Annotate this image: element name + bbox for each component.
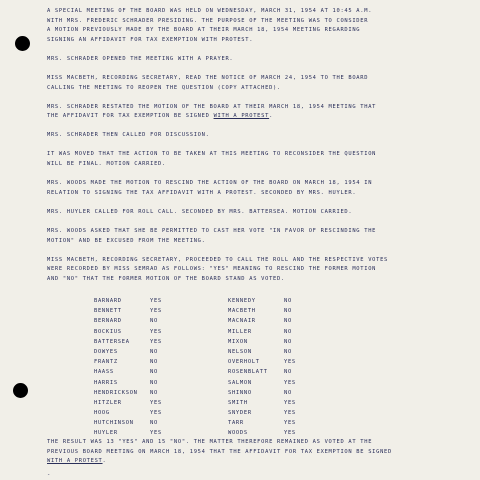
member-vote: YES [284,359,296,366]
member-name: OVERHOLT [228,359,260,366]
member-name: MACNAIR [228,318,256,325]
member-name: BATTERSEA [94,338,130,345]
text-line: THE RESULT WAS 13 "YES" AND 15 "NO". THE MATTER THEREFORE REMAINED AS VOTED AT THE [47,439,373,445]
vote-row [94,316,162,326]
text-line [47,112,459,122]
member-name: HAASS [94,369,114,376]
vote-row [228,316,296,326]
member-name: MACBETH [228,308,256,315]
text-line: CALLING THE MEETING TO REOPEN THE QUESTION (COPY ATTACHED). [47,84,281,91]
text-line: MRS. SCHRADER OPENED THE MEETING WITH A PRAYER. [47,55,234,62]
vote-row [94,408,162,418]
paragraph-final-motion [47,150,459,169]
member-name: HUTCHINSON [94,420,134,427]
paragraph-rescind-motion [47,179,459,198]
paragraph-meeting-intro [47,7,459,45]
member-vote: YES [150,328,162,335]
member-name: HENDRICKSON [94,389,138,396]
member-name: TARR [228,420,244,427]
member-name: BENNETT [94,308,122,315]
text-line: MRS. SCHRADER THEN CALLED FOR DISCUSSION. [47,132,210,139]
text-fragment: . [102,458,107,465]
text-fragment: THE AFFIDAVIT FOR TAX EXEMPTION BE SIGNED [47,113,214,120]
member-name: WOODS [228,430,248,437]
paragraph-result [47,438,459,467]
vote-row [228,296,296,306]
member-name: KENNEDY [228,298,256,304]
member-name: MIXON [228,338,248,345]
member-name: MILLER [228,328,252,335]
member-vote: NO [150,359,158,366]
paragraph-restated-motion [47,103,459,122]
member-vote: YES [150,338,162,345]
text-line: WILL BE FINAL. MOTION CARRIED. [47,161,166,168]
member-name: DOWYES [94,348,118,355]
member-vote: NO [150,369,158,376]
text-line: MRS. WOODS MADE THE MOTION TO RESCIND THE ACTION OF THE BOARD ON MARCH 18, 1954 IN [47,180,373,187]
text-line: MRS. SCHRADER RESTATED THE MOTION OF THE BOARD AT THEIR MARCH 18, 1954 MEETING THAT [47,103,377,110]
vote-row [94,418,162,428]
member-vote: NO [284,338,292,345]
member-vote: NO [284,389,292,396]
member-name: HARRIS [94,379,118,386]
paragraph-woods-vote [47,227,459,246]
text-line: AND "NO" THAT THE FORMER MOTION OF THE BOARD STAND AS VOTED. [47,275,285,282]
member-vote: YES [150,298,162,304]
member-vote: YES [284,430,296,437]
member-vote: YES [284,410,296,417]
vote-row [94,306,162,316]
member-vote: NO [284,369,292,376]
member-vote: NO [150,348,158,355]
vote-row [94,398,162,408]
vote-column-right [228,296,296,439]
paragraph-discussion [47,131,459,141]
text-line: MRS. WOODS ASKED THAT SHE BE PERMITTED TO CAST HER VOTE "IN FAVOR OF RESCINDING THE [47,227,377,234]
vote-row [228,418,296,428]
member-vote: YES [150,399,162,406]
vote-row [228,408,296,418]
closing-paragraph [47,438,459,476]
vote-row [228,306,296,316]
paragraph-notice [47,74,459,93]
minutes-body [47,7,459,294]
vote-row [94,296,162,306]
vote-row [228,378,296,388]
vote-row [228,337,296,347]
member-vote: NO [284,348,292,355]
text-line: MRS. HUYLER CALLED FOR ROLL CALL. SECONDED BY MRS. BATTERSEA. MOTION CARRIED. [47,208,353,215]
member-name: BARNARD [94,298,122,304]
vote-row [94,347,162,357]
underlined-phrase: WITH A PROTEST [213,113,270,120]
member-name: NELSON [228,348,252,355]
underlined-phrase: WITH A PROTEST [47,458,103,465]
text-line: A MOTION PREVIOUSLY MADE BY THE BOARD AT THEIR MARCH 18, 1954 MEETING REGARDING [47,27,361,34]
text-line: MISS MACBETH, RECORDING SECRETARY, PROCEEDED TO CALL THE ROLL AND THE RESPECTIVE VOTES [47,256,389,263]
member-vote: NO [150,420,158,427]
member-vote: YES [150,308,162,315]
paragraph-prayer [47,55,459,65]
member-vote: NO [150,379,158,386]
member-name: BERNARD [94,318,122,325]
member-name: SALMON [228,379,252,386]
vote-row [94,388,162,398]
vote-row [228,367,296,377]
vote-row [228,388,296,398]
text-line: MISS MACBETH, RECORDING SECRETARY, READ THE NOTICE OF MARCH 24, 1954 TO THE BOARD [47,74,369,81]
footer-mark: - [47,472,51,478]
text-line: WITH MRS. FREDERIC SCHRADER PRESIDING. THE PURPOSE OF THE MEETING WAS TO CONSIDER [47,17,369,24]
member-name: BOCKIUS [94,328,122,335]
text-line: IT WAS MOVED THAT THE ACTION TO BE TAKEN AT THIS MEETING TO RECONSIDER THE QUESTION [47,151,377,158]
member-vote: NO [150,389,158,396]
member-name: HOOG [94,410,110,417]
text-fragment: . [269,113,274,120]
punch-hole [15,36,30,51]
member-vote: NO [284,308,292,315]
member-name: SMITH [228,399,248,406]
text-line: RELATION TO SIGNING THE TAX AFFIDAVIT WITH A PROTEST. SECONDED BY MRS. HUYLER. [47,189,357,196]
member-name: SNYDER [228,410,252,417]
text-line: MOTION" AND BE EXCUSED FROM THE MEETING. [47,237,206,244]
vote-row [228,347,296,357]
member-name: ROSENBLATT [228,369,268,376]
vote-row [94,367,162,377]
text-line: SIGNING AN AFFIDAVIT FOR TAX EXEMPTION WITH PROTEST. [47,36,254,43]
text-line [47,457,459,467]
vote-column-left [94,296,162,439]
paragraph-roll-call [47,208,459,218]
member-vote: YES [284,420,296,427]
vote-row [94,378,162,388]
member-name: HITZLER [94,399,122,406]
member-vote: YES [284,399,296,406]
vote-row [228,327,296,337]
member-name: HUYLER [94,430,118,437]
vote-row [228,398,296,408]
member-name: SHINNO [228,389,252,396]
member-vote: NO [284,328,292,335]
member-vote: NO [284,298,292,304]
text-line: WERE RECORDED BY MISS SEMRAD AS FOLLOWS: "YES" MEANING TO RESCIND THE FORMER MOTION [47,266,377,273]
vote-row [228,357,296,367]
punch-hole [13,383,28,398]
vote-row [94,327,162,337]
vote-row [94,337,162,347]
paragraph-roll-procedure [47,256,459,285]
member-vote: YES [150,410,162,417]
member-name: FRANTZ [94,359,118,366]
member-vote: YES [150,430,162,437]
member-vote: YES [284,379,296,386]
text-line: A SPECIAL MEETING OF THE BOARD WAS HELD ON WEDNESDAY, MARCH 31, 1954 AT 10:45 A.M. [47,8,373,14]
member-vote: NO [150,318,158,325]
text-line: PREVIOUS BOARD MEETING ON MARCH 18, 1954 THAT THE AFFIDAVIT FOR TAX EXEMPTION BE SIGNED [47,448,392,455]
member-vote: NO [284,318,292,325]
vote-row [94,357,162,367]
